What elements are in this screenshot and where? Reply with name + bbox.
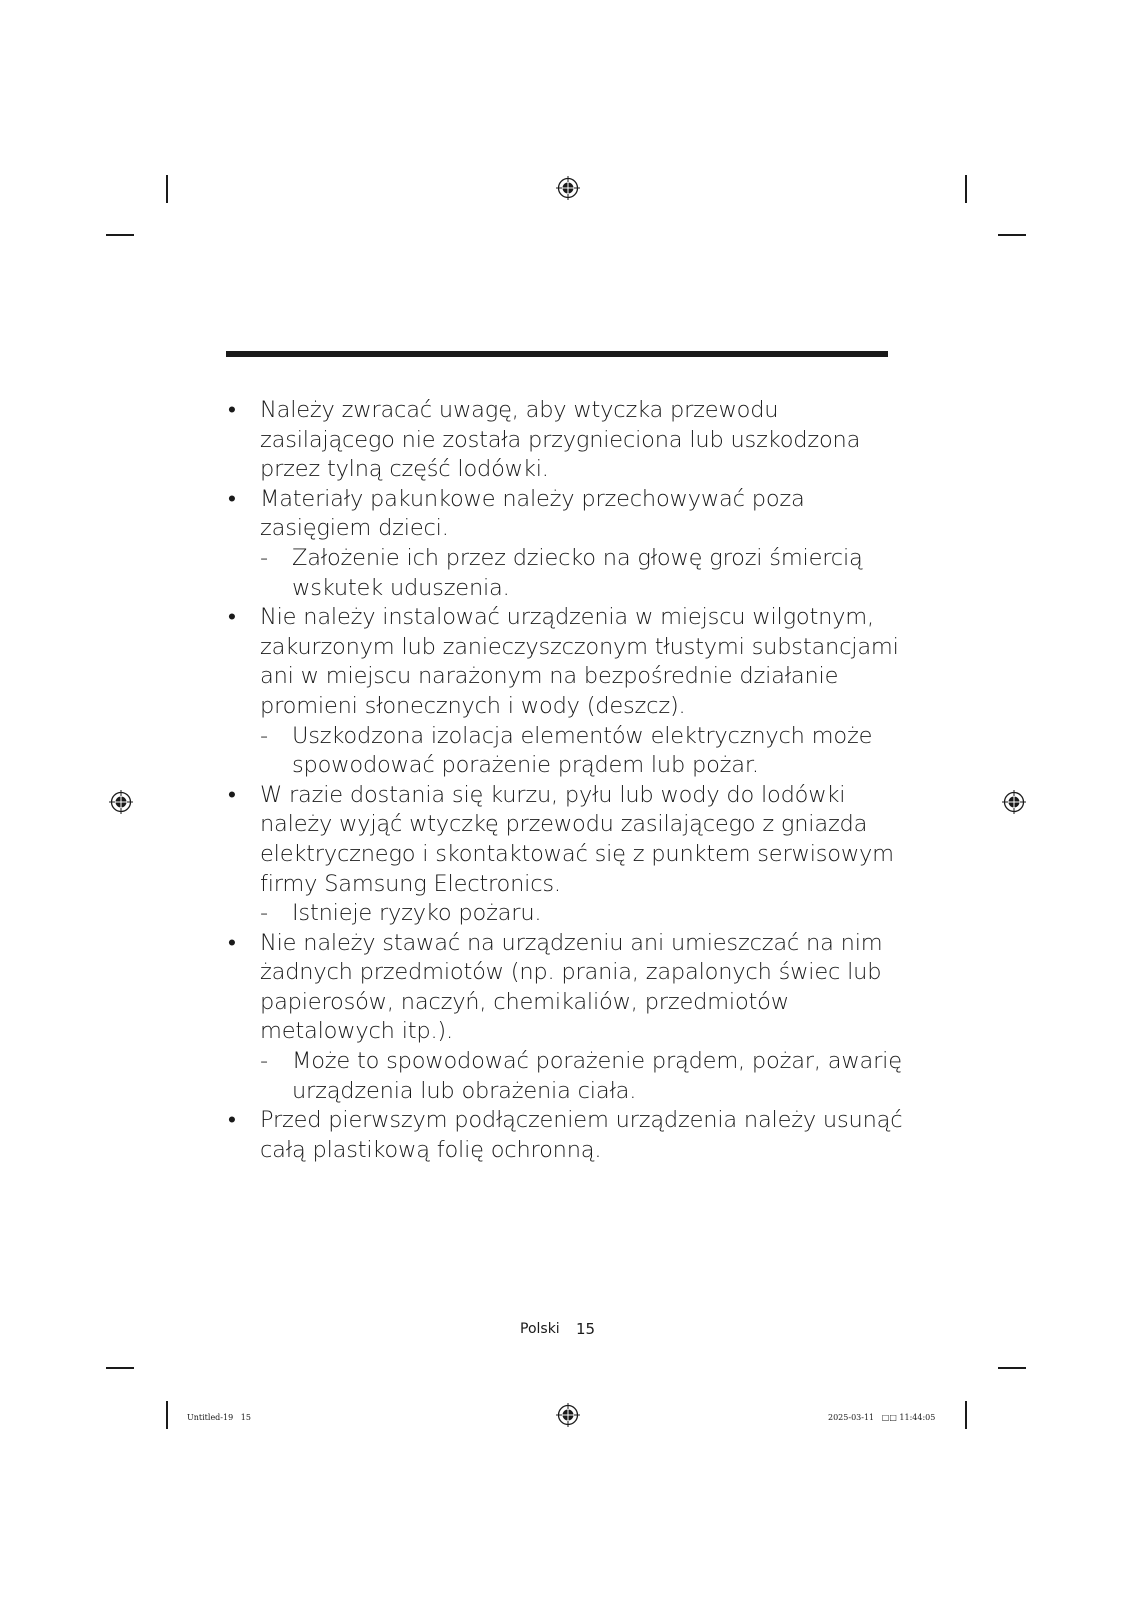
list-item: • Nie należy stawać na urządzeniu ani umieszczać na nim żadnych przedmiotów (np. prania, zapalonych świec lub papierosów, naczyń, chemikaliów, przedmiotów metalowych itp.). bbox=[226, 929, 906, 1047]
crop-mark-top-right-vertical bbox=[965, 175, 967, 203]
crop-mark-top-left-vertical bbox=[166, 175, 168, 203]
registration-mark-icon bbox=[556, 176, 580, 200]
sub-list-item: - Założenie ich przez dziecko na głowę grozi śmiercią wskutek uduszenia. bbox=[226, 544, 906, 603]
crop-mark-bottom-right-horizontal bbox=[998, 1367, 1026, 1369]
page-number: 15 bbox=[576, 1320, 596, 1338]
list-item: • Należy zwracać uwagę, aby wtyczka przewodu zasilającego nie została przygnieciona lub uszkodzona przez tylną część lodówki. bbox=[226, 396, 906, 485]
list-item: • W razie dostania się kurzu, pyłu lub wody do lodówki należy wyjąć wtyczkę przewodu zasilającego z gniazda elektrycznego i skontaktować się z punktem serwisowym firmy Samsung Electronics. bbox=[226, 781, 906, 899]
crop-mark-bottom-right-vertical bbox=[965, 1401, 967, 1429]
crop-mark-top-left-horizontal bbox=[106, 234, 134, 236]
crop-mark-top-right-horizontal bbox=[998, 234, 1026, 236]
safety-instructions-list bbox=[226, 396, 906, 1165]
sub-list-item: - Uszkodzona izolacja elementów elektrycznych może spowodować porażenie prądem lub pożar. bbox=[226, 722, 906, 781]
registration-mark-icon bbox=[109, 790, 133, 814]
sub-list-item: - Może to spowodować porażenie prądem, pożar, awarię urządzenia lub obrażenia ciała. bbox=[226, 1047, 906, 1106]
footer-language: Polski bbox=[520, 1321, 560, 1337]
list-item: • Nie należy instalować urządzenia w miejscu wilgotnym, zakurzonym lub zanieczyszczonym tłustymi substancjami ani w miejscu narażonym na bezpośrednie działanie promieni słonecznych i wody (deszcz). bbox=[226, 603, 906, 721]
registration-mark-icon bbox=[1002, 790, 1026, 814]
crop-mark-bottom-left-horizontal bbox=[106, 1367, 134, 1369]
crop-mark-bottom-left-vertical bbox=[166, 1401, 168, 1429]
list-item: • Przed pierwszym podłączeniem urządzenia należy usunąć całą plastikową folię ochronną. bbox=[226, 1106, 906, 1165]
registration-mark-icon bbox=[556, 1403, 580, 1427]
print-slug-file: Untitled-19 15 bbox=[187, 1413, 251, 1422]
print-slug-timestamp: 2025-03-11 □□ 11:44:05 bbox=[828, 1413, 936, 1422]
sub-list-item: - Istnieje ryzyko pożaru. bbox=[226, 899, 906, 929]
list-item: • Materiały pakunkowe należy przechowywać poza zasięgiem dzieci. bbox=[226, 485, 906, 544]
section-rule bbox=[226, 351, 888, 357]
